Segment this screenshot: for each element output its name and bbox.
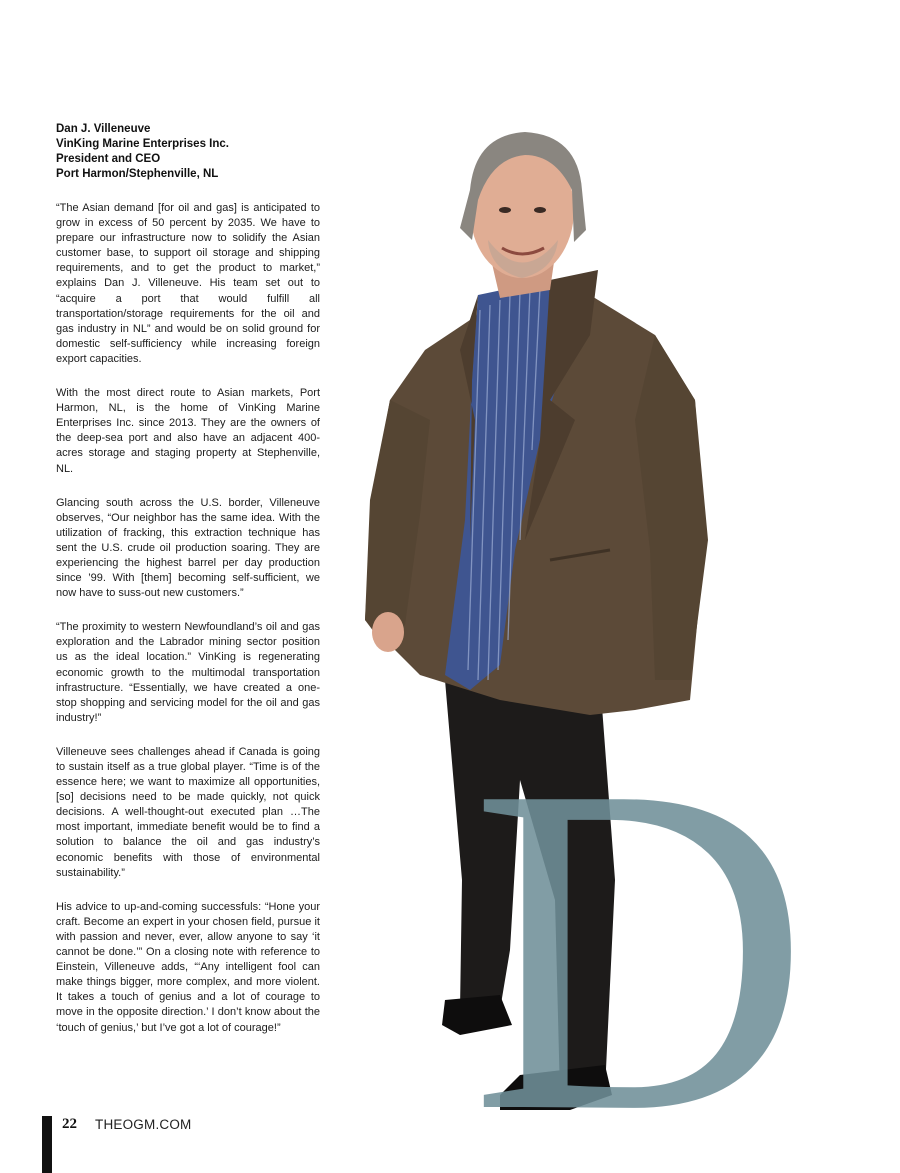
article-paragraph: “The Asian demand [for oil and gas] is anticipated to grow in excess of 50 percent by 2035. We have to prepare our infrastructure now to solidify the Asian customer base, to support oil storage and shipping requirements, and to get the product to market,” explains Dan J. Villeneuve. His team set out to “acquire a port that would fulfill all transportation/storage requirements for the oil and gas industry in NL” and would be on solid ground for domestic self-sufficiency while increasing foreign export capacities. — [56, 202, 320, 365]
article-paragraph: With the most direct route to Asian markets, Port Harmon, NL, is the home of VinKing Marine Enterprises Inc. since 2013. They are the owners of the deep-sea port and also have an adjacent 400-acres storage and staging property at Stephenville, NL. — [56, 387, 320, 475]
site-url: THEOGM.COM — [95, 1117, 192, 1132]
profile-header — [56, 122, 336, 182]
profile-name: Dan J. Villeneuve — [56, 123, 151, 135]
page-number: 22 — [62, 1116, 77, 1132]
article-body — [56, 201, 320, 1055]
article-paragraph: His advice to up-and-coming successfuls: “Hone your craft. Become an expert in your chosen field, pursue it with passion and never, ever, allow anyone to say ‘it cannot be done.’” On a closing note with reference to Einstein, Villeneuve adds, “‘Any intelligent fool can make things bigger, more complex, and more violent. It takes a touch of genius and a lot of courage to move in the opposite direction.’ I don’t know about the ‘touch of genius,’ but I’ve got a lot of courage!” — [56, 900, 320, 1034]
drop-cap-letter — [430, 712, 850, 1132]
article-paragraph: Glancing south across the U.S. border, Villeneuve observes, “Our neighbor has the same idea. With the utilization of fracking, this extraction technique has sent the U.S. crude oil production soaring. They are experiencing the highest barrel per day production since ’99. With [them] becoming self-sufficient, we now have to suss-out new customers.” — [56, 496, 320, 600]
profile-title: President and CEO — [56, 153, 161, 165]
article-paragraph: “The proximity to western Newfoundland’s oil and gas exploration and the Labrador mining sector position us as the ideal location.” VinKing is regenerating economic growth to the multimodal transportation infrastructure. “Essentially, we have created a one-stop shopping and servicing model for the oil and gas industry!” — [56, 621, 320, 724]
footer-bar — [42, 1116, 52, 1173]
page-footer — [42, 1106, 342, 1173]
article-paragraph: Villeneuve sees challenges ahead if Canada is going to sustain itself as a true global player. “Time is of the essence here; we want to maximize all opportunities, [so] decisions need to be made quickly, not quick decisions. A well-thought-out executed plan …The most important, immediate benefit would be to find a solution to balance the oil and gas industry’s economic benefits with those of environmental sustainability.” — [56, 745, 320, 879]
profile-location: Port Harmon/Stephenville, NL — [56, 168, 219, 180]
profile-company: VinKing Marine Enterprises Inc. — [56, 138, 229, 150]
drop-cap-glyph: D — [470, 712, 810, 1132]
